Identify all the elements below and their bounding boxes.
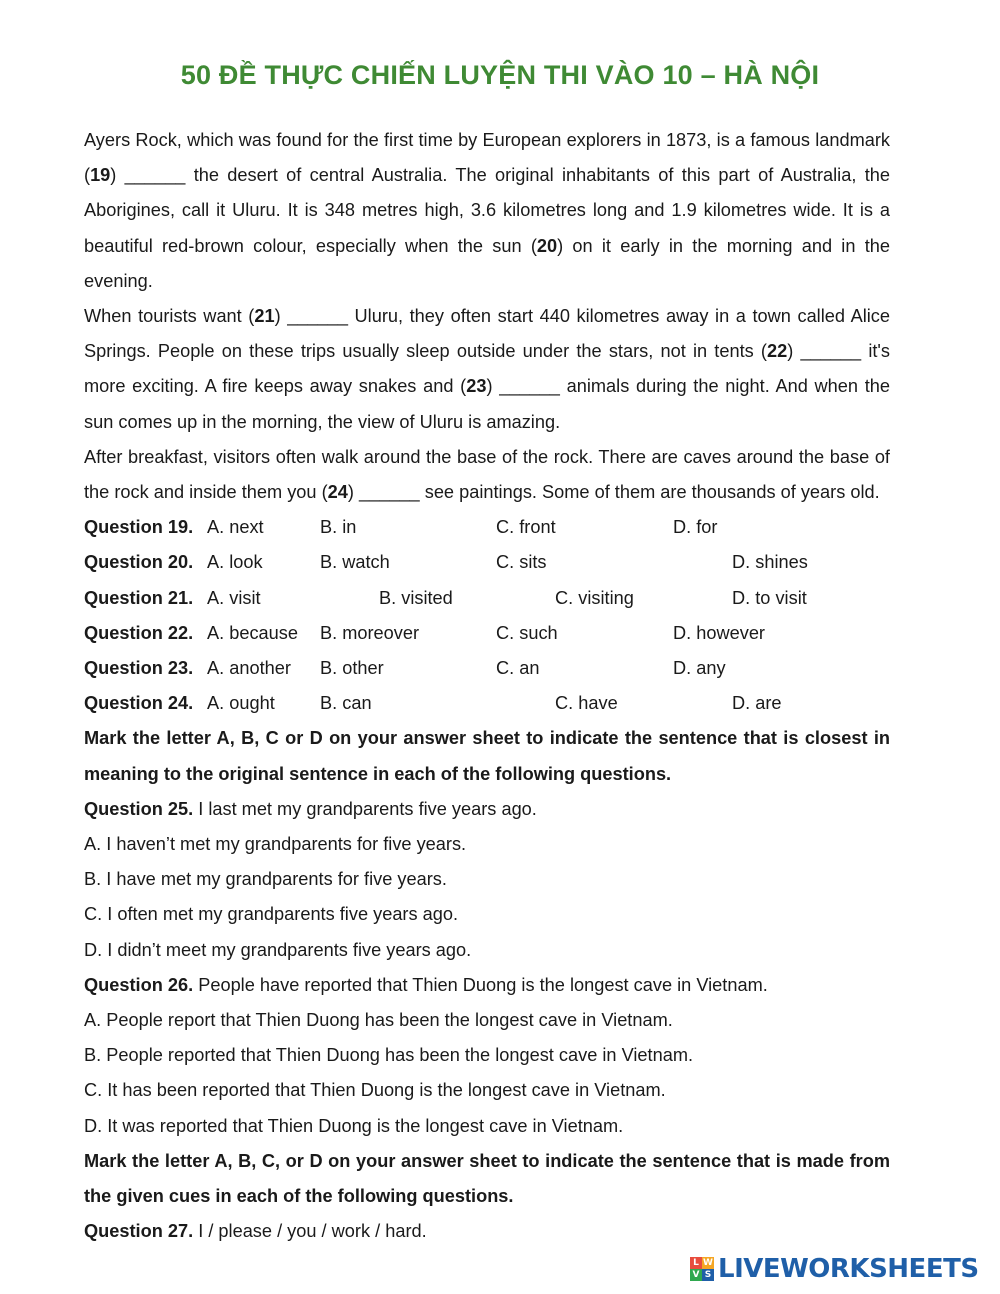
option-d[interactable]: D. however xyxy=(673,622,765,643)
question-label: Question 23. xyxy=(84,657,194,678)
question-26-option-b[interactable]: B. People reported that Thien Duong has been the longest cave in Vietnam. xyxy=(84,1045,694,1066)
question-25-option-a[interactable]: A. I haven’t met my grandparents for five years. xyxy=(84,833,467,854)
option-d[interactable]: D. any xyxy=(673,657,726,678)
blank-number-19: 19 xyxy=(90,165,111,186)
question-26-option-a[interactable]: A. People report that Thien Duong has been the longest cave in Vietnam. xyxy=(84,1009,673,1030)
blank-number-22: 22 xyxy=(766,341,788,362)
passage-paragraph-2: When tourists want (21) ______ Uluru, they often start 440 kilometres away in a town called Alice Springs. People on these trips usually sleep outside under the stars, not in tents (22) ______ it's more exciting. A fire keeps away snakes and (23) ______ animals during the night. And when the sun comes up in the morning, the view of Uluru is amazing. xyxy=(84,306,890,432)
logo-badge-letter: L xyxy=(690,1257,702,1269)
question-24-row xyxy=(84,686,890,721)
option-c[interactable]: C. front xyxy=(496,517,556,538)
worksheet-content xyxy=(84,123,890,1249)
option-d[interactable]: D. shines xyxy=(732,552,808,573)
question-25-option-b[interactable]: B. I have met my grandparents for five years. xyxy=(84,869,447,890)
question-label: Question 26. xyxy=(84,974,194,995)
page-title: 50 ĐỀ THỰC CHIẾN LUYỆN THI VÀO 10 – HÀ NỘI xyxy=(180,60,820,90)
option-a[interactable]: A. visit xyxy=(207,587,261,608)
question-19-row xyxy=(84,510,890,545)
question-label: Question 22. xyxy=(84,622,194,643)
blank-number-24: 24 xyxy=(327,482,348,503)
question-label: Question 25. xyxy=(84,798,194,819)
logo-badge-letter: W xyxy=(703,1258,713,1268)
question-25-option-d[interactable]: D. I didn’t meet my grandparents five years ago. xyxy=(84,939,472,960)
logo-badge-icon xyxy=(690,1257,714,1281)
logo-badge-letter: S xyxy=(702,1269,714,1281)
instruction-meaning: Mark the letter A, B, C or D on your answer sheet to indicate the sentence that is closest in meaning to the original sentence in each of the following questions. xyxy=(84,728,890,784)
question-label: Question 27. xyxy=(84,1221,194,1242)
option-b[interactable]: B. watch xyxy=(320,552,390,573)
passage-paragraph-3: After breakfast, visitors often walk around the base of the rock. There are caves around the base of the rock and inside them you (24) ______ see paintings. Some of them are thousands of years old. xyxy=(84,446,890,503)
blank-number-20: 20 xyxy=(536,235,558,256)
question-26-option-d[interactable]: D. It was reported that Thien Duong is the longest cave in Vietnam. xyxy=(84,1115,624,1136)
question-25-option-c[interactable]: C. I often met my grandparents five years ago. xyxy=(84,904,459,925)
blank-number-23: 23 xyxy=(466,376,487,397)
question-22-row xyxy=(84,616,890,651)
option-b[interactable]: B. moreover xyxy=(320,622,420,643)
question-label: Question 19. xyxy=(84,517,194,538)
option-a[interactable]: A. because xyxy=(207,622,298,643)
option-c[interactable]: C. such xyxy=(496,622,558,643)
option-b[interactable]: B. can xyxy=(320,693,372,714)
option-a[interactable]: A. another xyxy=(207,657,291,678)
option-d[interactable]: D. to visit xyxy=(732,587,807,608)
option-c[interactable]: C. visiting xyxy=(555,587,634,608)
question-27-stem: Question 27. I / please / you / work / hard. xyxy=(84,1221,427,1242)
option-b[interactable]: B. visited xyxy=(379,587,453,608)
question-20-row xyxy=(84,545,890,580)
instruction-cues: Mark the letter A, B, C, or D on your answer sheet to indicate the sentence that is made from the given cues in each of the following questions. xyxy=(84,1150,890,1206)
question-25-stem: Question 25. I last met my grandparents five years ago. xyxy=(84,798,537,819)
option-a[interactable]: A. look xyxy=(207,552,263,573)
question-label: Question 20. xyxy=(84,552,194,573)
blank-number-21: 21 xyxy=(254,306,275,327)
question-label: Question 21. xyxy=(84,587,194,608)
option-a[interactable]: A. next xyxy=(207,517,264,538)
liveworksheets-logo[interactable] xyxy=(690,1252,979,1286)
question-21-row xyxy=(84,581,890,616)
question-26-option-c[interactable]: C. It has been reported that Thien Duong is the longest cave in Vietnam. xyxy=(84,1080,666,1101)
logo-text: LIVEWORKSHEETS xyxy=(718,1254,979,1284)
logo-badge-letter: V xyxy=(690,1269,702,1281)
option-d[interactable]: D. are xyxy=(732,693,782,714)
question-23-row xyxy=(84,651,890,686)
question-label: Question 24. xyxy=(84,693,194,714)
option-c[interactable]: C. an xyxy=(496,657,540,678)
question-26-stem: Question 26. People have reported that Thien Duong is the longest cave in Vietnam. xyxy=(84,974,768,995)
option-d[interactable]: D. for xyxy=(673,517,718,538)
option-a[interactable]: A. ought xyxy=(207,693,275,714)
option-b[interactable]: B. other xyxy=(320,657,384,678)
option-c[interactable]: C. have xyxy=(555,693,618,714)
passage-paragraph-1: Ayers Rock, which was found for the first time by European explorers in 1873, is a famous landmark (19) ______ the desert of central Australia. The original inhabitants of this part of Australia, the Aborigines, call it Uluru. It is 348 metres high, 3.6 kilometres long and 1.9 kilometres wide. It is a beautiful red-brown colour, especially when the sun (20) on it early in the morning and in the evening. xyxy=(84,130,890,291)
option-b[interactable]: B. in xyxy=(320,517,357,538)
option-c[interactable]: C. sits xyxy=(496,552,547,573)
